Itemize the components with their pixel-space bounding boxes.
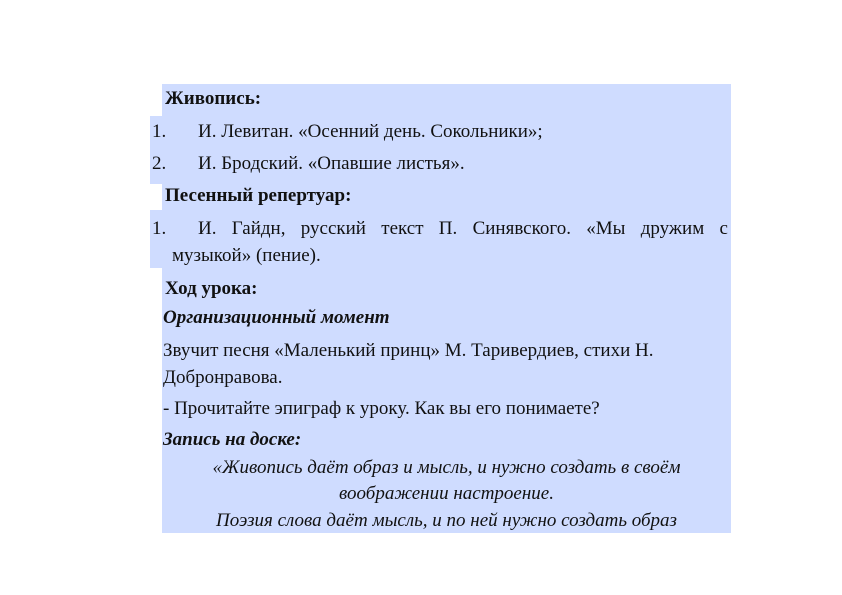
list-number: 2. xyxy=(152,153,167,174)
word: Гайдн, xyxy=(231,218,286,239)
word: П. xyxy=(438,218,458,239)
song-description-line-1: Звучит песня «Маленький принц» М. Таривердиев, стихи Н. xyxy=(163,340,654,361)
word: И. xyxy=(198,218,217,239)
epigraph-prompt: - Прочитайте эпиграф к уроку. Как вы его понимаете? xyxy=(163,398,600,419)
quote-line-3: Поэзия слова даёт мысль, и по ней нужно создать образ xyxy=(216,510,677,531)
list-text-justified xyxy=(198,218,728,240)
word: Синявского. xyxy=(472,218,571,239)
board-heading: Запись на доске: xyxy=(163,429,302,450)
lesson-heading: Ход урока: xyxy=(165,278,258,299)
quote-line-2: воображении настроение. xyxy=(339,483,554,504)
quote-line-1: «Живопись даёт образ и мысль, и нужно создать в своём xyxy=(212,457,681,478)
list-text: И. Левитан. «Осенний день. Сокольники»; xyxy=(198,121,543,142)
org-moment-heading: Организационный момент xyxy=(163,307,390,328)
word: дружим xyxy=(640,218,705,239)
list-number: 1. xyxy=(152,218,167,239)
word: текст xyxy=(381,218,424,239)
word: русский xyxy=(300,218,366,239)
painting-heading: Живопись: xyxy=(165,88,262,109)
word: с xyxy=(719,218,728,239)
list-number: 1. xyxy=(152,121,167,142)
word: «Мы xyxy=(586,218,626,239)
list-text: И. Бродский. «Опавшие листья». xyxy=(198,153,465,174)
songs-heading: Песенный репертуар: xyxy=(165,185,352,206)
song-description-line-2: Добронравова. xyxy=(163,367,283,388)
song-item-1-continuation: музыкой» (пение). xyxy=(172,245,321,266)
